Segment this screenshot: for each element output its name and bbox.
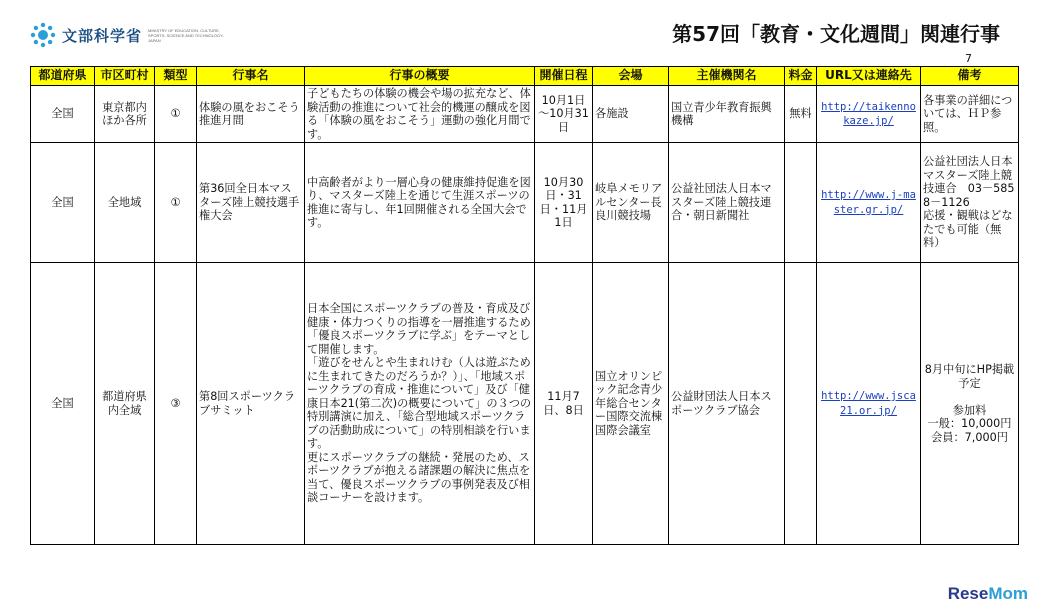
ministry-emblem-icon	[30, 22, 56, 48]
page-number: 7	[965, 52, 972, 65]
resemom-watermark	[948, 584, 1028, 604]
cell-venue: 各施設	[593, 86, 669, 143]
cell-type: ①	[155, 86, 197, 143]
header-notes: 備考	[921, 67, 1019, 86]
header-venue: 会場	[593, 67, 669, 86]
cell-city: 都道府県内全域	[95, 263, 155, 545]
cell-date: 10月1日～10月31日	[535, 86, 593, 143]
cell-url	[817, 263, 921, 545]
cell-url	[817, 143, 921, 263]
ministry-name-english: MINISTRY OF EDUCATION, CULTURE, SPORTS, SCIENCE AND TECHNOLOGY-JAPAN	[148, 27, 224, 43]
cell-summary: 子どもたちの体験の機会や場の拡充など、体験活動の推進について社会的機運の醸成を図る「体験の風をおこそう」運動の強化月間です。	[305, 86, 535, 143]
cell-event-name: 第36回全日本マスターズ陸上競技選手権大会	[197, 143, 305, 263]
cell-prefecture: 全国	[31, 143, 95, 263]
cell-city: 東京都内ほか各所	[95, 86, 155, 143]
cell-date: 11月7日、8日	[535, 263, 593, 545]
cell-fee	[785, 143, 817, 263]
cell-prefecture: 全国	[31, 263, 95, 545]
cell-date: 10月30日・31日・11月1日	[535, 143, 593, 263]
ministry-logo	[30, 22, 228, 48]
cell-fee: 無料	[785, 86, 817, 143]
watermark-text-b: Mom	[988, 584, 1028, 603]
header-event-name: 行事名	[197, 67, 305, 86]
cell-venue: 岐阜メモリアルセンター長良川競技場	[593, 143, 669, 263]
table-header-row	[31, 67, 1019, 86]
header-city: 市区町村	[95, 67, 155, 86]
header-summary: 行事の概要	[305, 67, 535, 86]
cell-organizer: 国立青少年教育振興機構	[669, 86, 785, 143]
table-row	[31, 143, 1019, 263]
header-date: 開催日程	[535, 67, 593, 86]
cell-organizer: 公益社団法人日本マスターズ陸上競技連合・朝日新聞社	[669, 143, 785, 263]
cell-event-name: 体験の風をおこそう推進月間	[197, 86, 305, 143]
events-table	[30, 66, 1019, 545]
document-title: 第57回「教育・文化週間」関連行事	[672, 22, 1000, 46]
header-prefecture: 都道府県	[31, 67, 95, 86]
cell-type: ①	[155, 143, 197, 263]
cell-venue: 国立オリンピック記念青少年総合センター国際交流棟国際会議室	[593, 263, 669, 545]
event-url-link[interactable]: http://www.j-master.gr.jp/	[821, 189, 916, 216]
ministry-name: 文部科学省	[62, 26, 143, 45]
cell-summary: 中高齢者がより一層心身の健康維持促進を図り、マスターズ陸上を通じて生涯スポーツの推進に寄与し、年1回開催される全国大会です。	[305, 143, 535, 263]
cell-city: 全地域	[95, 143, 155, 263]
event-url-link[interactable]: http://www.jsca21.or.jp/	[821, 390, 916, 417]
header-url: URL又は連絡先	[817, 67, 921, 86]
cell-event-name: 第8回スポーツクラブサミット	[197, 263, 305, 545]
table-row	[31, 86, 1019, 143]
watermark-text-a: Rese	[947, 584, 989, 603]
cell-organizer: 公益財団法人日本スポーツクラブ協会	[669, 263, 785, 545]
table-row	[31, 263, 1019, 545]
cell-url	[817, 86, 921, 143]
cell-notes: 8月中旬にHP掲載予定 参加料 一般：10,000円 会員：7,000円	[921, 263, 1019, 545]
header-organizer: 主催機関名	[669, 67, 785, 86]
cell-notes: 各事業の詳細については、ＨＰ参照。	[921, 86, 1019, 143]
cell-type: ③	[155, 263, 197, 545]
cell-notes: 公益社団法人日本マスターズ陸上競技連合 03－5858－1126 応援・観戦はどなたでも可能（無料）	[921, 143, 1019, 263]
cell-fee	[785, 263, 817, 545]
cell-summary: 日本全国にスポーツクラブの普及・育成及び健康・体力つくりの指導を一層推進するため「優良スポーツクラブに学ぶ」をテーマとして開催します。 「遊びをせんとや生まれけむ（人は遊ぶために生まれてきたのだろうか？）」、「地域スポーツクラブの育成・推進について」及び「健康日本21(第二次)の概要について」の３つの特別講演に加え、「総合型地域スポーツクラブの活動助成について」の特別相談を行います。 更にスポーツクラブの継続・発展のため、スポーツクラブが抱える諸課題の解決に焦点を当て、優良スポーツクラブの事例発表及び相談コーナーを設けます。	[305, 263, 535, 545]
event-url-link[interactable]: http://taikennokaze.jp/	[821, 100, 916, 127]
cell-prefecture: 全国	[31, 86, 95, 143]
header-type: 類型	[155, 67, 197, 86]
header-fee: 料金	[785, 67, 817, 86]
